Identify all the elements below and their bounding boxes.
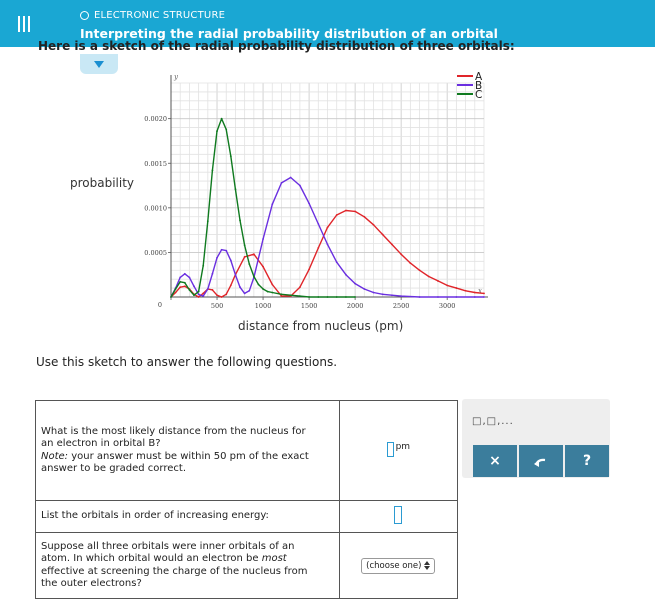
data-point-B	[373, 292, 375, 294]
data-point-C	[290, 294, 292, 296]
question-row	[36, 501, 458, 533]
answer-cell	[339, 533, 457, 599]
data-point-B	[419, 296, 421, 298]
data-point-A	[225, 293, 227, 295]
q3-emphasis: most	[261, 553, 287, 564]
answer-cell	[339, 401, 457, 501]
data-point-A	[455, 287, 457, 289]
legend-label-C: C	[475, 89, 483, 101]
data-point-C	[244, 244, 246, 246]
data-point-B	[189, 276, 191, 278]
data-point-B	[474, 296, 476, 298]
q3-line: the outer electrons?	[41, 578, 142, 589]
data-point-A	[428, 276, 430, 278]
q1-line: an electron in orbital B?	[41, 438, 161, 449]
question-2-text: List the orbitals in order of increasing energy:	[41, 510, 269, 522]
data-point-B	[184, 273, 186, 275]
data-point-C	[299, 295, 301, 297]
data-point-A	[446, 285, 448, 287]
data-point-B	[221, 249, 223, 251]
page-title: Interpreting the radial probability distribution of an orbital	[80, 26, 498, 41]
data-point-B	[455, 296, 457, 298]
data-point-B	[239, 286, 241, 288]
data-point-A	[382, 234, 384, 236]
data-point-B	[230, 260, 232, 262]
question-cell	[36, 533, 340, 599]
q3-line: Suppose all three orbitals were inner orbitals of an	[41, 540, 295, 552]
data-point-B	[336, 261, 338, 263]
data-point-C	[207, 220, 209, 222]
data-point-C	[221, 118, 223, 120]
select-arrows-icon	[424, 561, 430, 570]
data-point-A	[391, 243, 393, 245]
legend-label-B: B	[475, 80, 483, 92]
data-point-C	[345, 296, 347, 298]
data-point-A	[474, 292, 476, 294]
data-point-B	[317, 223, 319, 225]
question-cell	[36, 501, 340, 533]
data-point-B	[345, 274, 347, 276]
x-tick-label: 2500	[392, 302, 410, 310]
q1-line: answer to be graded correct.	[41, 463, 186, 474]
select-value: (choose one)	[366, 560, 422, 571]
data-point-B	[216, 257, 218, 259]
data-point-A	[281, 295, 283, 297]
data-point-A	[373, 224, 375, 226]
answer-toolbox	[462, 399, 610, 478]
chart-axes	[144, 73, 488, 310]
radial-probability-chart	[0, 65, 500, 320]
data-point-C	[354, 296, 356, 298]
question-cell	[36, 401, 340, 501]
data-point-A	[317, 247, 319, 249]
data-point-A	[230, 285, 232, 287]
chart-legend	[457, 71, 483, 101]
question-row	[36, 533, 458, 599]
orbital-select[interactable]	[361, 558, 435, 574]
x-tick-label: 500	[210, 302, 224, 310]
data-point-B	[437, 296, 439, 298]
x-tick-label: 0	[157, 301, 163, 309]
list-template-label: □,□,...	[472, 416, 514, 427]
data-point-A	[184, 285, 186, 287]
data-point-B	[363, 288, 365, 290]
data-point-C	[184, 282, 186, 284]
data-point-B	[382, 293, 384, 295]
intro-text: Here is a sketch of the radial probability distribution of three orbitals:	[38, 39, 515, 53]
data-point-A	[308, 268, 310, 270]
data-point-B	[299, 185, 301, 187]
data-point-C	[271, 292, 273, 294]
data-point-A	[179, 286, 181, 288]
unit-label: pm	[395, 441, 411, 452]
y-tick-label: 0.0015	[144, 159, 167, 168]
data-point-C	[258, 284, 260, 286]
data-point-A	[212, 289, 214, 291]
data-point-B	[198, 293, 200, 295]
data-point-B	[308, 202, 310, 204]
data-point-C	[327, 296, 329, 298]
data-point-B	[281, 182, 283, 184]
data-point-C	[175, 288, 177, 290]
data-point-B	[271, 203, 273, 205]
data-point-A	[216, 294, 218, 296]
question-3-text	[36, 541, 339, 591]
data-point-A	[198, 296, 200, 298]
data-point-A	[299, 286, 301, 288]
data-point-C	[170, 296, 172, 298]
data-point-C	[230, 155, 232, 157]
data-point-C	[253, 276, 255, 278]
data-point-B	[212, 273, 214, 275]
data-point-A	[363, 216, 365, 218]
data-point-C	[248, 263, 250, 265]
chart-grid	[171, 83, 484, 297]
x-axis-glyph: x	[478, 287, 482, 295]
y-axis-label: probability	[70, 176, 135, 190]
status-circle-icon	[80, 11, 89, 20]
question-1-text	[36, 426, 339, 476]
q1-line: What is the most likely distance from the nucleus for	[41, 425, 306, 437]
data-point-A	[465, 290, 467, 292]
data-point-A	[262, 266, 264, 268]
data-point-C	[212, 169, 214, 171]
data-point-B	[290, 177, 292, 179]
data-point-A	[354, 211, 356, 213]
help-icon: ?	[582, 453, 592, 469]
data-point-C	[336, 296, 338, 298]
data-point-B	[248, 290, 250, 292]
section-name: ELECTRONIC STRUCTURE	[94, 10, 226, 21]
data-point-A	[419, 269, 421, 271]
clear-button[interactable]	[473, 445, 517, 477]
data-point-B	[354, 283, 356, 285]
y-axis-glyph: y	[174, 73, 178, 81]
q3-line: effective at screening the charge of the nucleus from	[41, 565, 308, 577]
data-point-B	[202, 295, 204, 297]
q3-line-text: atom. In which orbital would an electron be	[41, 553, 262, 564]
data-point-B	[235, 274, 237, 276]
data-point-A	[271, 284, 273, 286]
undo-icon	[534, 456, 548, 467]
data-point-C	[216, 130, 218, 132]
section-label	[80, 10, 225, 21]
questions-table	[35, 400, 458, 599]
x-tick-label: 1000	[254, 302, 272, 310]
question-row	[36, 401, 458, 501]
data-point-B	[179, 276, 181, 278]
data-point-B	[207, 288, 209, 290]
data-point-A	[483, 293, 485, 295]
data-point-C	[202, 265, 204, 267]
data-point-C	[179, 281, 181, 283]
data-point-C	[281, 293, 283, 295]
cut-off-intro-text	[38, 39, 515, 53]
data-point-C	[189, 289, 191, 291]
data-point-B	[483, 296, 485, 298]
answer-cell	[339, 501, 457, 533]
x-tick-label: 1500	[300, 302, 318, 310]
x-tick-label: 2000	[346, 302, 364, 310]
y-tick-label: 0.0010	[144, 204, 167, 213]
data-point-C	[239, 219, 241, 221]
data-point-C	[198, 291, 200, 293]
instructions: Use this sketch to answer the following questions.	[36, 355, 338, 369]
q1-note	[41, 451, 334, 464]
data-point-B	[400, 295, 402, 297]
data-point-A	[345, 210, 347, 212]
hamburger-icon	[17, 16, 31, 32]
data-point-A	[437, 280, 439, 282]
data-point-A	[327, 227, 329, 229]
data-point-B	[262, 238, 264, 240]
data-point-B	[327, 243, 329, 245]
q3-line	[41, 553, 334, 566]
energy-order-input[interactable]	[394, 506, 402, 524]
distance-answer	[387, 442, 410, 457]
y-tick-label: 0.0020	[144, 115, 167, 124]
data-point-A	[244, 256, 246, 258]
data-point-A	[409, 262, 411, 264]
data-point-A	[175, 292, 177, 294]
legend-label-A: A	[475, 71, 483, 83]
data-point-C	[193, 294, 195, 296]
data-point-A	[221, 296, 223, 298]
distance-input[interactable]	[387, 442, 394, 457]
data-point-C	[267, 291, 269, 293]
data-point-B	[193, 285, 195, 287]
data-point-B	[391, 294, 393, 296]
data-point-B	[225, 250, 227, 252]
data-point-C	[225, 128, 227, 130]
list-template-button[interactable]	[472, 416, 514, 427]
help-button[interactable]	[565, 445, 609, 477]
x-axis-label: distance from nucleus (pm)	[238, 319, 404, 333]
data-point-C	[262, 288, 264, 290]
y-tick-label: 0.0005	[144, 248, 167, 257]
close-icon: ×	[489, 453, 501, 469]
x-tick-label: 3000	[438, 302, 456, 310]
data-point-B	[244, 293, 246, 295]
data-point-A	[400, 253, 402, 255]
note-label: Note:	[41, 450, 69, 462]
undo-button[interactable]	[519, 445, 563, 477]
data-point-A	[336, 214, 338, 216]
toolbox-buttons	[473, 445, 609, 477]
data-point-C	[317, 296, 319, 298]
data-point-A	[253, 253, 255, 255]
note-text: your answer must be within 50 pm of the exact	[68, 450, 309, 462]
data-point-C	[308, 296, 310, 298]
data-point-C	[235, 188, 237, 190]
